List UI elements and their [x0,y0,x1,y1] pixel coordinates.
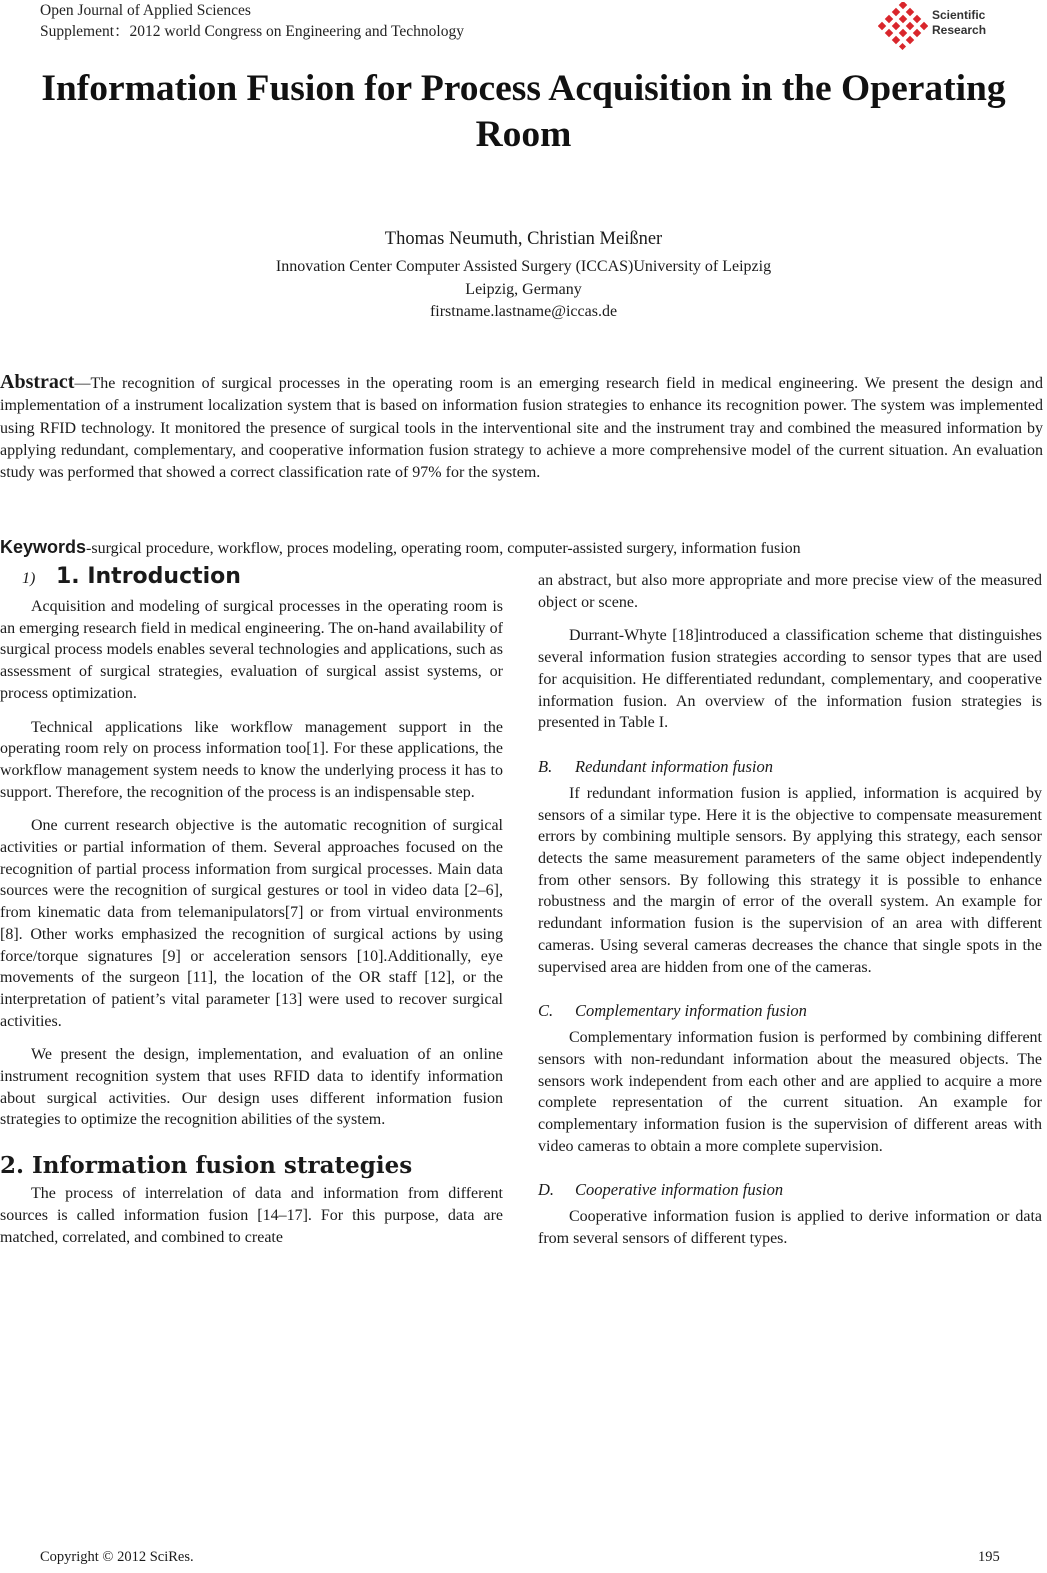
logo-text-line-1: Scientific [932,8,986,22]
subsection-title: Complementary information fusion [575,1001,807,1021]
paper-title: Information Fusion for Process Acquisition in the Operating Room [41,68,1006,155]
footer-copyright: Copyright © 2012 SciRes. [40,1549,194,1565]
subsection-heading-redundant [538,756,1042,778]
section-number: 1) [22,570,36,587]
fusion-paragraph-1: The process of interrelation of data and information from different sources is called information fusion [14–17]. For this purpose, data are matched, correlated, and combined to create [0,1185,503,1246]
fusion-paragraph-1-continued: an abstract, but also more appropriate and more precise view of the measured object or scene. [538,572,1042,611]
keywords [0,536,1043,560]
abstract-label: Abstract [0,371,75,393]
subsection-title: Cooperative information fusion [575,1180,784,1200]
abstract-text: —The recognition of surgical processes in the operating room is an emerging research field in medical engineering. We present the design and implementation of a instrument localization system that is based on information fusion strategies to enhance its recognition power. The system was implemented using RFID technology. It monitored the presence of surgical tools in the interventional site and the instrument tray and combined the measured information by applying redundant, complementary, and cooperative information fusion strategy to achieve a more comprehensive model of the current situation. An evaluation study was performed that showed a correct classification rate of 97% for the system. [0,375,1043,482]
intro-paragraph-2: Technical applications like workflow management support in the operating room rely on process information too[1]. For these applications, the workflow management system needs to know the underlying process it has to support. Therefore, the recognition of the process is an indispensable step. [0,718,503,801]
affiliation-location: Leipzig, Germany [465,280,582,298]
author-email: firstname.lastname@iccas.de [429,303,618,320]
cooperative-paragraph: Cooperative information fusion is applied to derive information or data from several sensors of different types. [538,1208,1042,1248]
logo-text-line-2: Research [932,23,987,37]
subsection-title: Redundant information fusion [575,756,773,776]
intro-paragraph-1: Acquisition and modeling of surgical processes in the operating room is an emerging research field in medical engineering. The on-hand availability of surgical process models enables several technologies and applications, such as assessment of surgical strategies, evaluation of surgical assist systems, or process optimization. [0,598,503,702]
subsection-heading-cooperative [538,1179,1042,1201]
page-number: 195 [978,1549,1000,1565]
intro-paragraph-3: One current research objective is the automatic recognition of surgical activities or partial information of them. Several approaches focused on the recognition of partial process information from surgical processes. Main data sources were the recognition of surgical gestures or tool in video data [2–6], from kinematic data from telemanipulators[7] or from virtual environments [8]. Other works emphasized the recognition of surgical actions by using force/torque signatures [9] or acceleration sensors [10].Additionally, eye movements of the surgeon [11], the location of the OR staff [12], or the interpretation of patient’s vital parameter [13] were used to recover surgical activities. [0,817,503,1030]
publisher-logo [878,2,1003,50]
keywords-label: Keywords [0,537,87,557]
subsection-letter: B. [538,756,553,776]
affiliation-institute: Innovation Center Computer Assisted Surgery (ICCAS)University of Leipzig [275,258,772,275]
running-header [40,0,464,42]
supplement-line: Supplement：2012 world Congress on Engineering and Technology [40,23,464,40]
right-column [538,570,1042,1250]
subsection-letter: D. [538,1180,555,1200]
intro-paragraph-4: We present the design, implementation, and evaluation of an online instrument recognition system that uses RFID data to identify information about surgical activities. Our design uses different information fusion strategies to optimize the recognition abilities of the system. [0,1046,503,1129]
abstract [0,371,1043,484]
authors: Thomas Neumuth, Christian Meißner [384,229,663,249]
complementary-paragraph: Complementary information fusion is performed by combining different sensors with non-redundant information about the measured objects. The sensors work independent from each other and are applied to acquire a more complete representation of the current situation. An example for complementary information fusion is the supervision of different areas with video cameras to obtain a more complete supervision. [538,1029,1042,1155]
subsection-letter: C. [538,1001,554,1021]
affiliation [0,256,1047,324]
section-heading-information-fusion: 2. Information fusion strategies [0,1152,413,1180]
fusion-paragraph-2: Durrant-Whyte [18]introduced a classification scheme that distinguishes several information fusion strategies according to sensor types that are used for acquisition. He differentiated redundant, complementary, and cooperative information fusion. An overview of the information fusion strategies is presented in Table I. [538,627,1042,732]
subsection-heading-complementary [538,1000,1042,1022]
left-column [0,566,503,1248]
section-heading-introduction [22,566,503,596]
logo-text [932,8,986,38]
journal-name: Open Journal of Applied Sciences [40,2,251,19]
scientific-research-logo-icon [878,2,928,50]
redundant-paragraph: If redundant information fusion is applied, information is acquired by sensors of a similar type. Here it is the objective to compensate measurement errors by combining multiple sensors. By applying this strategy, each sensor detects the same measurement parameters of the same object independently from other sensors. By following this strategy it is possible to enhance robustness and the margin of error of the overall system. An example for redundant information fusion is the supervision of an area with different cameras. Using several cameras decreases the chance that single spots in the supervised area are hidden from one of the cameras. [538,784,1042,976]
keywords-text: -surgical procedure, workflow, proces modeling, operating room, computer-assisted surgery, information fusion [86,540,801,557]
section-title: 1. Introduction [56,564,241,589]
